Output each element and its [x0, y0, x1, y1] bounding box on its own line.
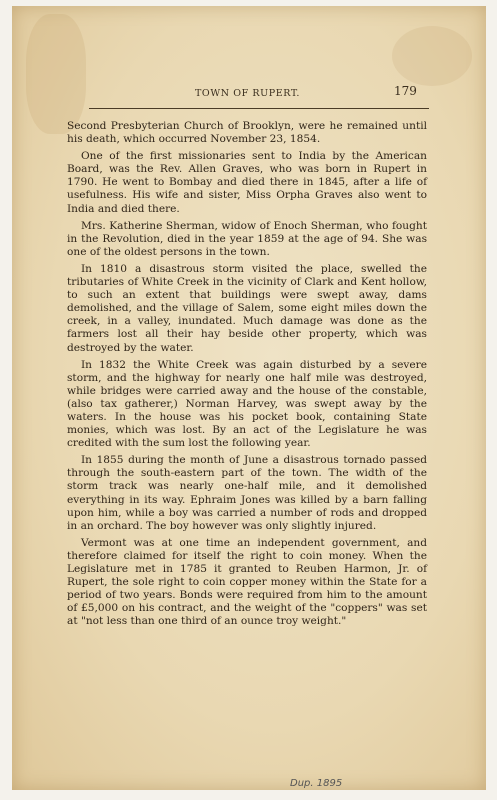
body-text: [67, 120, 427, 632]
paragraph-coinage: Vermont was at one time an independent government, and therefore claimed for itself the right to coin money. When the Legislature met in 1785 it granted to Reuben Harmon, Jr. of Rupert, the sole right to coin copper money within the State for a period of two years. Bonds were required from him to the amount of £5,000 on his contract, and the weight of the "coppers" was set at "not less than one third of an ounce troy weight.": [67, 536, 427, 628]
running-title: TOWN OF RUPERT.: [195, 88, 301, 99]
page-header: [12, 76, 486, 102]
paragraph-continued: Second Presbyterian Church of Brooklyn, were he remained until his death, which occurred November 23, 1854.: [67, 120, 427, 146]
paper-stain: [26, 14, 86, 134]
header-rule: [89, 108, 429, 109]
paragraph-tornado-1855: In 1855 during the month of June a disastrous tornado passed through the south-eastern part of the town. The width of the storm track was nearly one-half mile, and it demolished everything in its way. Ephraim Jones was killed by a barn falling upon him, while a boy was carried a number of rods and dropped in an orchard. The boy however was only slightly injured.: [67, 454, 427, 532]
page-number: 179: [394, 84, 417, 98]
paragraph-sherman: Mrs. Katherine Sherman, widow of Enoch Sherman, who fought in the Revolution, died in the year 1859 at the age of 94. She was one of the oldest persons in the town.: [67, 219, 427, 258]
paragraph-graves: One of the first missionaries sent to India by the American Board, was the Rev. Allen Graves, who was born in Rupert in 1790. He went to Bombay and died there in 1845, after a life of usefulness. His wife and sister, Miss Orpha Graves also went to India and died there.: [67, 150, 427, 215]
handwritten-mark: Dup. 1895: [290, 778, 343, 789]
paragraph-storm-1832: In 1832 the White Creek was again disturbed by a severe storm, and the highway for nearly one half mile was destroyed, while bridges were carried away and the house of the constable, (also tax gatherer,) Norman Harvey, was swept away by the waters. In the house was his pocket book, containing State monies, which was lost. By an act of the Legislature he was credited with the sum lost the following year.: [67, 358, 427, 450]
paragraph-storm-1810: In 1810 a disastrous storm visited the place, swelled the tributaries of White Creek in the vicinity of Clark and Kent hollow, to such an extent that buildings were swept away, dams demolished, and the village of Salem, some eight miles down the creek, in a valley, inundated. Much damage was done as the farmers lost all their hay beside other property, which was destroyed by the water.: [67, 262, 427, 354]
